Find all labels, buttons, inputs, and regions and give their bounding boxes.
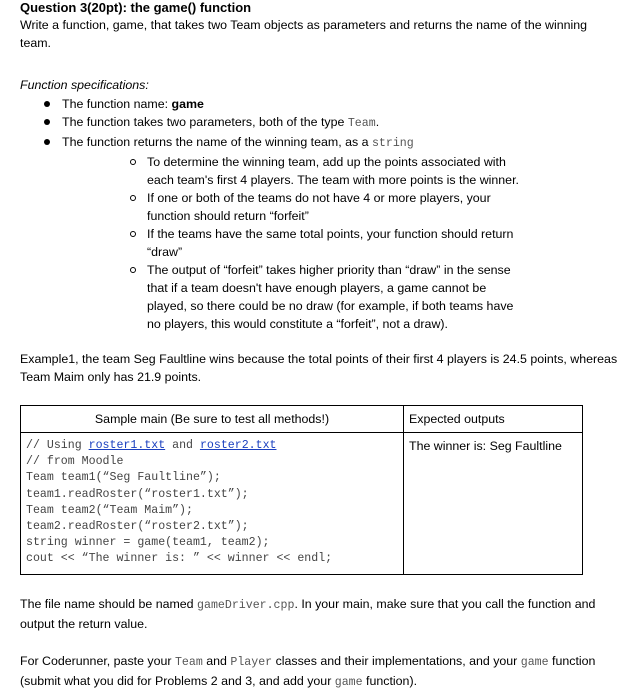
coderunner-part3: classes and their implementations, and your: [272, 653, 521, 668]
spec-sublist: [62, 153, 620, 333]
expected-output: The winner is: Seg Faultline: [404, 433, 583, 575]
sample-code-block: [21, 433, 404, 575]
question-intro: Write a function, game, that takes two Team objects as parameters and returns the name of the winning team.: [20, 18, 588, 50]
question-page: [20, 0, 620, 692]
filename-code: gameDriver.cpp: [197, 598, 295, 612]
coderunner-part5: function).: [362, 673, 418, 688]
game-function-code-2: game: [334, 675, 363, 689]
expected-output-header: Expected outputs: [404, 406, 583, 433]
spec-subitem-forfeit: If one or both of the teams do not have 4 or more players, your function should return “forfeit”: [62, 189, 527, 225]
spec-heading: Function specifications:: [20, 78, 149, 92]
sample-table-header: [21, 406, 583, 433]
spec-item-params: [20, 113, 620, 133]
spec-item-name: [20, 95, 620, 113]
roster1-link[interactable]: roster1.txt: [88, 439, 166, 452]
code-line: cout << “The winner is: ” << winner << endl;: [26, 552, 333, 566]
code-line: Team team1(“Seg Faultline”);: [26, 471, 221, 485]
string-type-code: string: [371, 137, 414, 150]
spec-item-params-suffix: .: [375, 115, 380, 129]
coderunner-part2: and: [202, 653, 231, 668]
code-line: team1.readRoster(“roster1.txt”);: [26, 487, 249, 501]
example-text: Example1, the team Seg Faultline wins because the total points of their first 4 players is 24.5 points, whereas Team Maim only has 21.9 points.: [20, 352, 618, 384]
roster2-link[interactable]: roster2.txt: [199, 439, 277, 452]
coderunner-part4: function (submit what you did for Problems 2 and 3, and add your: [20, 653, 596, 688]
sample-table: [20, 405, 583, 575]
team-class-code: Team: [174, 655, 203, 669]
filename-note: [20, 595, 620, 633]
code-line-1-prefix: // Using: [26, 439, 89, 452]
code-line-1-mid: and: [165, 439, 200, 452]
player-class-code: Player: [230, 655, 273, 669]
spec-item-params-text: The function takes two parameters, both of the type: [62, 115, 348, 129]
code-line: Team team2(“Team Maim”);: [26, 503, 193, 517]
filename-note-prefix: The file name should be named: [20, 596, 198, 611]
filename-note-suffix: . In your main, make sure that you call the function and output the return value.: [20, 596, 596, 631]
sample-main-header: Sample main (Be sure to test all methods!): [21, 406, 404, 433]
spec-item-name-text: The function name:: [62, 97, 172, 111]
coderunner-part1: For Coderunner, paste your: [20, 653, 175, 668]
spec-subitem-draw: If the teams have the same total points, your function should return “draw”: [62, 225, 527, 261]
spec-item-returns: [20, 133, 620, 333]
game-function-code: game: [520, 655, 549, 669]
coderunner-note: [20, 652, 620, 692]
spec-subitem-winner: To determine the winning team, add up the points associated with each team's first 4 players. The team with more points is the winner.: [62, 153, 527, 189]
code-line: team2.readRoster(“roster2.txt”);: [26, 520, 249, 534]
question-title: Question 3(20pt): the game() function: [20, 0, 252, 15]
spec-subitem-priority: The output of “forfeit” takes higher priority than “draw” in the sense that if a team doesn't have enough players, a game cannot be played, so there could be no draw (for example, if both teams have no players, this would constitute a “forfeit”, not a draw).: [62, 261, 527, 333]
spec-list: [20, 95, 620, 333]
spec-item-returns-text: The function returns the name of the winning team, as a: [62, 135, 372, 149]
code-line: string winner = game(team1, team2);: [26, 536, 270, 550]
sample-table-row: [21, 433, 583, 575]
code-line: // from Moodle: [26, 455, 124, 469]
function-name: game: [171, 97, 204, 111]
team-type-code: Team: [347, 117, 376, 130]
